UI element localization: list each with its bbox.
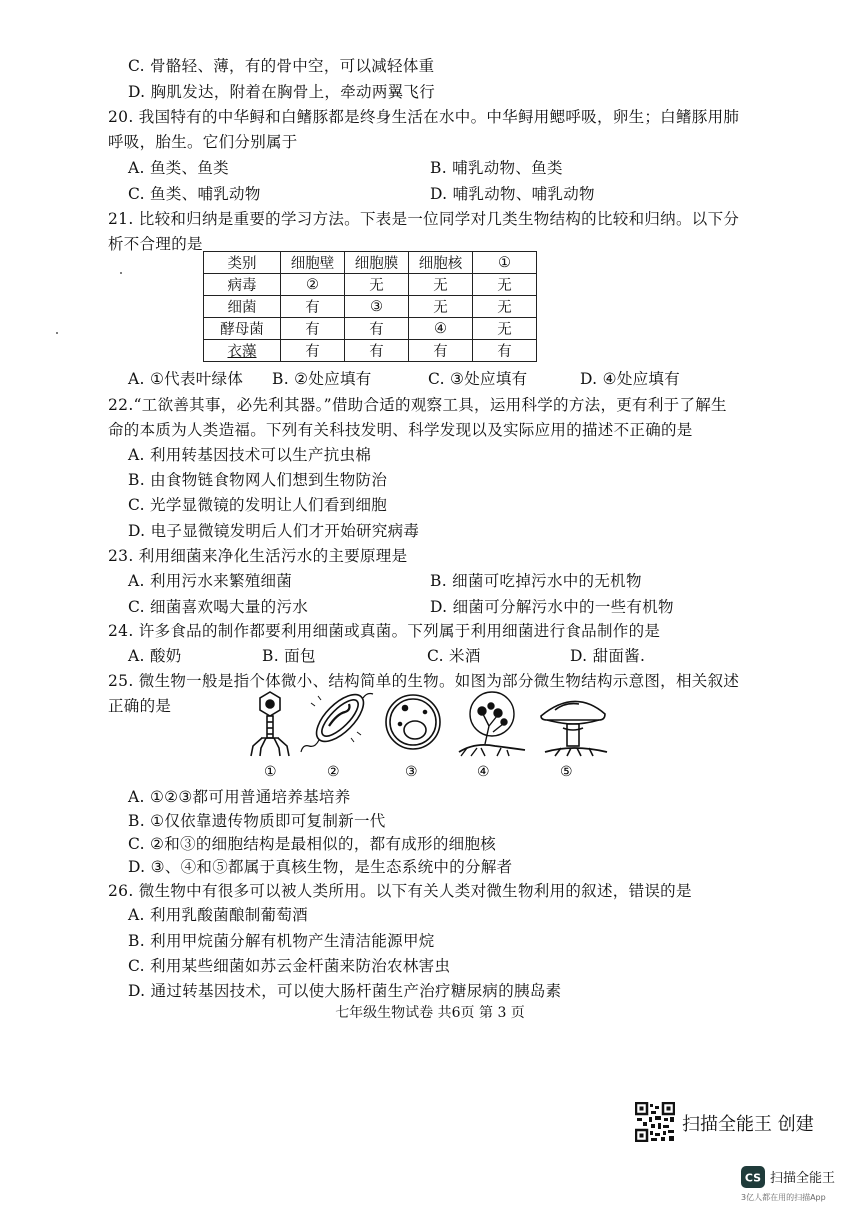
- bacteriophage-drawing: [251, 692, 289, 756]
- scan-speck: [56, 332, 58, 334]
- q24-option-a: A. 酸奶: [128, 647, 182, 665]
- q26-option-a: A. 利用乳酸菌酿制葡萄酒: [128, 906, 308, 924]
- camscanner-logo-icon: [741, 1166, 765, 1188]
- q22-stem-line2: 命的本质为人类造福。下列有关科技发明、科学发现以及实际应用的描述不正确的是: [108, 421, 693, 439]
- q26-option-b: B. 利用甲烷菌分解有机物产生清洁能源甲烷: [128, 932, 435, 950]
- q25-stem-line2: 正确的是: [108, 697, 172, 715]
- q23-option-b: B. 细菌可吃掉污水中的无机物: [430, 572, 642, 590]
- table-cell: 无: [345, 274, 409, 296]
- table-cell: 有: [409, 340, 473, 362]
- table-cell: 有: [281, 318, 345, 340]
- q23-option-c: C. 细菌喜欢喝大量的污水: [128, 598, 309, 616]
- q23-option-a: A. 利用污水来繁殖细菌: [128, 572, 293, 590]
- microbe-figure: [245, 686, 615, 782]
- table-cell: 酵母菌: [204, 318, 281, 340]
- table-row: [204, 274, 537, 296]
- table-cell: 病毒: [204, 274, 281, 296]
- q20-stem-line2: 呼吸，胎生。它们分别属于: [108, 133, 298, 151]
- table-header-row: [204, 252, 537, 274]
- comparison-table: [203, 251, 537, 362]
- q21-stem-line2: 析不合理的是: [108, 235, 203, 253]
- q22-option-d: D. 电子显微镜发明后人们才开始研究病毒: [128, 522, 420, 540]
- scanner-brand-text: 扫描全能王 创建: [682, 1114, 814, 1135]
- figure-label-3: ③: [405, 764, 418, 780]
- mushroom-drawing: [541, 701, 607, 756]
- q25-option-c: C. ②和③的细胞结构是最相似的，都有成形的细胞核: [128, 835, 497, 853]
- q23-option-d: D. 细菌可分解污水中的一些有机物: [430, 598, 674, 616]
- q22-option-c: C. 光学显微镜的发明让人们看到细胞: [128, 496, 388, 514]
- q21-option-a: A. ①代表叶绿体: [128, 370, 244, 388]
- q19-option-c: C. 骨骼轻、薄，有的骨中空，可以减轻体重: [128, 57, 435, 75]
- table-cell: 无: [409, 274, 473, 296]
- q20-option-a: A. 鱼类、鱼类: [128, 159, 229, 177]
- table-cell: 有: [345, 340, 409, 362]
- table-row: [204, 340, 537, 362]
- table-cell: 有: [281, 296, 345, 318]
- q23-stem: 23. 利用细菌来净化生活污水的主要原理是: [108, 547, 408, 565]
- q24-stem: 24. 许多食品的制作都要利用细菌或真菌。下列属于利用细菌进行食品制作的是: [108, 622, 661, 640]
- table-header-cell: 类别: [204, 252, 281, 274]
- q21-stem-line1: 21. 比较和归纳是重要的学习方法。下表是一位同学对几类生物结构的比较和归纳。以下分: [108, 210, 740, 228]
- q20-option-c: C. 鱼类、哺乳动物: [128, 185, 261, 203]
- q21-option-b: B. ②处应填有: [272, 370, 372, 388]
- table-cell: ④: [409, 318, 473, 340]
- table-row: [204, 296, 537, 318]
- figure-label-5: ⑤: [560, 764, 573, 780]
- table-header-cell: ①: [473, 252, 537, 274]
- table-cell: 无: [473, 318, 537, 340]
- table-header-cell: 细胞壁: [281, 252, 345, 274]
- q22-option-a: A. 利用转基因技术可以生产抗虫棉: [128, 446, 372, 464]
- table-cell: 有: [281, 340, 345, 362]
- q25-stem-line1: 25. 微生物一般是指个体微小、结构简单的生物。如图为部分微生物结构示意图，相关叙述: [108, 672, 740, 690]
- q22-option-b: B. 由食物链食物网人们想到生物防治: [128, 471, 388, 489]
- yeast-cell-drawing: [386, 695, 440, 749]
- q20-stem-line1: 20. 我国特有的中华鲟和白鳍豚都是终身生活在水中。中华鲟用鳃呼吸，卵生；白鳍豚用肺: [108, 108, 740, 126]
- table-cell: 无: [473, 274, 537, 296]
- camscanner-logo-text: CS: [744, 1171, 762, 1185]
- q21-option-c: C. ③处应填有: [428, 370, 528, 388]
- q25-option-b: B. ①仅依靠遗传物质即可复制新一代: [128, 812, 386, 830]
- table-cell: 衣藻: [204, 340, 281, 362]
- q26-option-c: C. 利用某些细菌如苏云金杆菌来防治农林害虫: [128, 957, 451, 975]
- table-cell: 有: [473, 340, 537, 362]
- q26-option-d: D. 通过转基因技术，可以使大肠杆菌生产治疗糖尿病的胰岛素: [128, 982, 562, 1000]
- table-cell: 无: [409, 296, 473, 318]
- table-header-cell: 细胞核: [409, 252, 473, 274]
- q20-option-b: B. 哺乳动物、鱼类: [430, 159, 563, 177]
- app-name: 扫描全能王: [770, 1171, 836, 1186]
- page-footer: 七年级生物试卷 共6页 第 3 页: [335, 1005, 525, 1021]
- table-row: [204, 318, 537, 340]
- q20-option-d: D. 哺乳动物、哺乳动物: [430, 185, 595, 203]
- q22-stem-line1: 22.“工欲善其事，必先利其器。”借助合适的观察工具，运用科学的方法，更有利于了解生: [108, 396, 727, 414]
- scan-speck: [120, 272, 122, 274]
- table-cell: 无: [473, 296, 537, 318]
- table-cell: 细菌: [204, 296, 281, 318]
- q26-stem: 26. 微生物中有很多可以被人类所用。以下有关人类对微生物利用的叙述，错误的是: [108, 882, 692, 900]
- q24-option-d: D. 甜面酱.: [570, 647, 646, 665]
- figure-label-2: ②: [327, 764, 340, 780]
- q24-option-c: C. 米酒: [427, 647, 481, 665]
- figure-label-4: ④: [477, 764, 490, 780]
- qr-code-icon: [635, 1102, 675, 1142]
- table-header-cell: 细胞膜: [345, 252, 409, 274]
- table-cell: ③: [345, 296, 409, 318]
- q21-option-d: D. ④处应填有: [580, 370, 681, 388]
- table-cell: 有: [345, 318, 409, 340]
- bacterium-drawing: [301, 687, 373, 752]
- figure-label-1: ①: [264, 764, 277, 780]
- q19-option-d: D. 胸肌发达，附着在胸骨上，牵动两翼飞行: [128, 83, 436, 101]
- table-cell: ②: [281, 274, 345, 296]
- q25-option-d: D. ③、④和⑤都属于真核生物，是生态系统中的分解者: [128, 858, 513, 876]
- q25-option-a: A. ①②③都可用普通培养基培养: [128, 788, 351, 806]
- mold-drawing: [459, 692, 525, 756]
- q24-option-b: B. 面包: [262, 647, 316, 665]
- app-tagline: 3亿人都在用的扫描App: [741, 1193, 826, 1202]
